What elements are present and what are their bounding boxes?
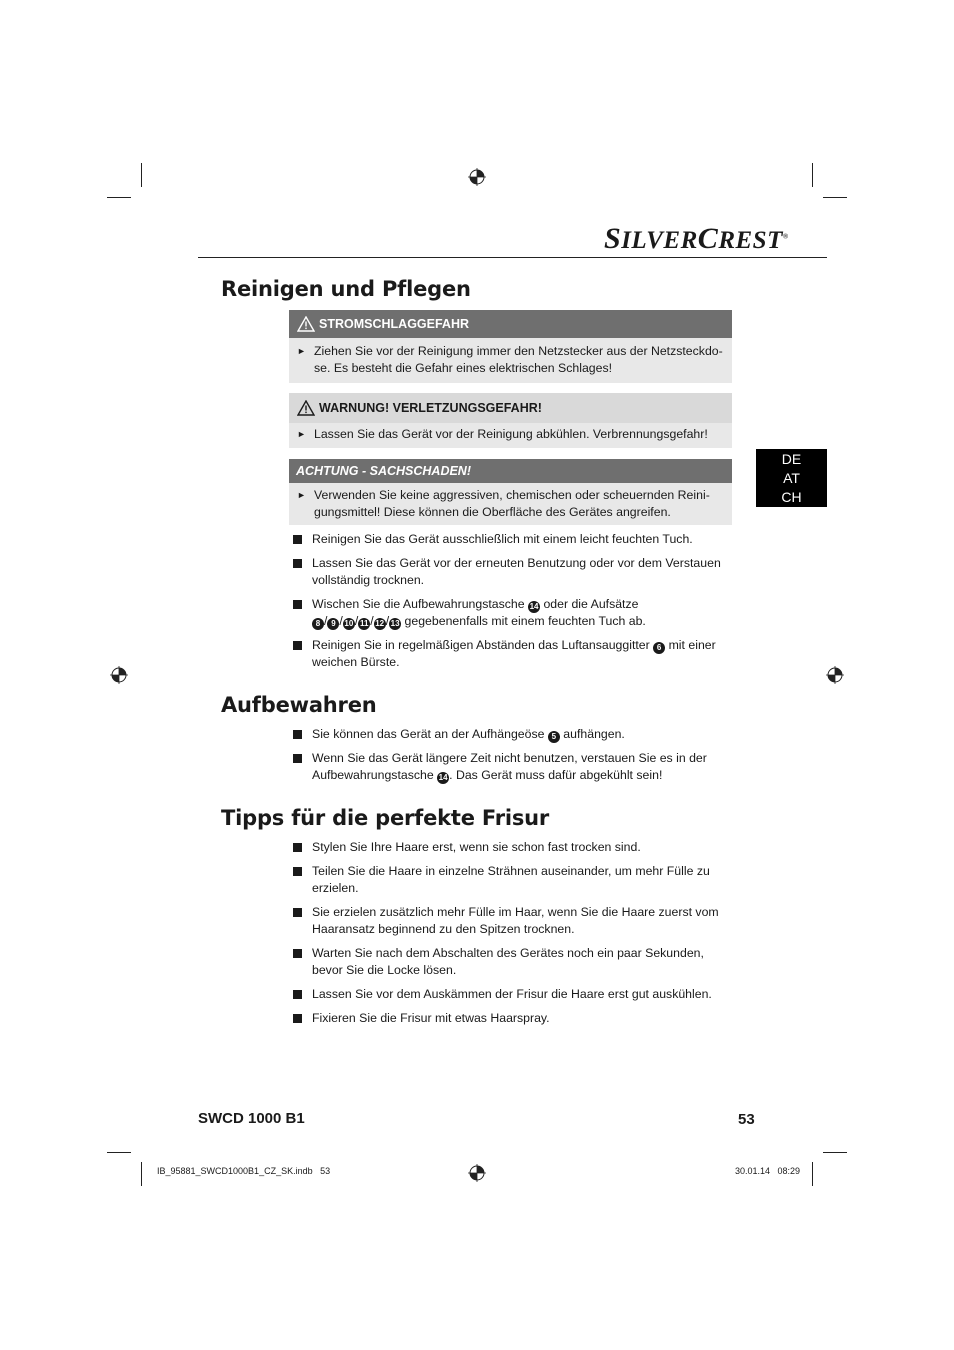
print-slug-date: 30.01.14 08:29 [735, 1166, 801, 1176]
registration-mark-icon [826, 666, 844, 684]
list-item-text: Lassen Sie vor dem Auskämmen der Frisur die Haare erst gut auskühlen. [312, 987, 712, 1001]
separator: / [370, 614, 374, 628]
crop-mark [141, 163, 142, 187]
list-item-text: gegebenenfalls mit einem feuchten Tuch ab. [404, 614, 646, 628]
part-number-badge: 9 [327, 618, 339, 630]
part-number-badge: 5 [548, 731, 560, 743]
list-item-text: bevor Sie die Locke lösen. [312, 963, 457, 977]
part-number-badge: 6 [653, 642, 665, 654]
list-item-text: Stylen Sie Ihre Haare erst, wenn sie schon fast trocken sind. [312, 840, 641, 854]
list-item [292, 1010, 732, 1027]
warning-triangle-icon [297, 400, 315, 416]
arrow-icon: ► [297, 346, 306, 356]
warning-text: Lassen Sie das Gerät vor der Reinigung abkühlen. Verbrennungsgefahr! [314, 427, 708, 441]
bullet-square-icon [293, 600, 302, 609]
list-item [292, 726, 732, 743]
registration-mark-icon [110, 666, 128, 684]
footer-model-number: SWCD 1000 B1 [198, 1110, 305, 1127]
tips-list [292, 839, 732, 1034]
list-item-text: Warten Sie nach dem Abschalten des Gerätes noch ein paar Sekunden, [312, 946, 704, 960]
bullet-square-icon [293, 990, 302, 999]
bullet-square-icon [293, 641, 302, 650]
page-number: 53 [738, 1111, 755, 1128]
warning-title: WARNUNG! VERLETZUNGSGEFAHR! [319, 401, 542, 415]
list-item [292, 750, 732, 784]
list-item-text: Wenn Sie das Gerät längere Zeit nicht benutzen, verstauen Sie es in der [312, 751, 707, 765]
bullet-square-icon [293, 843, 302, 852]
crop-mark [823, 197, 847, 198]
brand-logo: SILVERCREST® [604, 222, 789, 255]
warning-text: Ziehen Sie vor der Reinigung immer den Netzstecker aus der Netzsteckdo- [314, 344, 723, 358]
list-item-text: aufhängen. [563, 727, 625, 741]
list-item [292, 863, 732, 897]
bullet-square-icon [293, 1014, 302, 1023]
list-item [292, 596, 732, 630]
bullet-square-icon [293, 908, 302, 917]
list-item-text: Fixieren Sie die Frisur mit etwas Haarspray. [312, 1011, 550, 1025]
crop-mark [107, 1152, 131, 1153]
heading-tips: Tipps für die perfekte Frisur [221, 806, 550, 830]
crop-mark [107, 197, 131, 198]
arrow-icon: ► [297, 429, 306, 439]
caution-body [289, 483, 732, 525]
bullet-square-icon [293, 535, 302, 544]
warning-box-electric-shock [289, 310, 732, 383]
part-number-badge: 10 [344, 619, 354, 628]
crop-mark [141, 1162, 142, 1186]
header-rule [198, 257, 827, 258]
heading-cleaning: Reinigen und Pflegen [221, 277, 471, 301]
caution-text: Verwenden Sie keine aggressiven, chemischen oder scheuernden Reini- [314, 488, 710, 502]
list-item-text: Reinigen Sie in regelmäßigen Abständen das Luftansauggitter [312, 638, 650, 652]
bullet-square-icon [293, 559, 302, 568]
registration-mark-icon [468, 168, 486, 186]
list-item-text: Reinigen Sie das Gerät ausschließlich mit einem leicht feuchten Tuch. [312, 532, 693, 546]
cleaning-list [292, 531, 732, 678]
list-item-text: Sie erzielen zusätzlich mehr Fülle im Haar, wenn Sie die Haare zuerst vom [312, 905, 719, 919]
list-item [292, 904, 732, 938]
lang-de: DE [781, 451, 802, 467]
crop-mark [812, 1162, 813, 1186]
part-number-badge: 14 [529, 602, 539, 611]
lang-ch: CH [781, 489, 802, 505]
crop-mark [823, 1152, 847, 1153]
crop-mark [812, 163, 813, 187]
list-item-text: Teilen Sie die Haare in einzelne Strähnen auseinander, um mehr Fülle zu [312, 864, 710, 878]
warning-body [289, 423, 732, 448]
arrow-icon: ► [297, 490, 306, 500]
warning-body [289, 338, 732, 383]
part-number-badge: 8 [312, 618, 324, 630]
bullet-square-icon [293, 754, 302, 763]
warning-box-header [289, 393, 732, 423]
registration-mark-icon [468, 1164, 486, 1182]
lang-at: AT [783, 470, 800, 486]
storage-list [292, 726, 732, 791]
caution-text: gungsmittel! Diese können die Oberfläche des Gerätes angreifen. [314, 505, 671, 519]
part-number-badge: 12 [375, 619, 385, 628]
heading-storage: Aufbewahren [221, 693, 377, 717]
list-item-text: Haaransatz beginnend zu den Spitzen trocknen. [312, 922, 575, 936]
part-number-badge: 14 [438, 773, 448, 782]
list-item-text: oder die Aufsätze [543, 597, 639, 611]
list-item-text: mit einer [668, 638, 716, 652]
list-item-text: Lassen Sie das Gerät vor der erneuten Benutzung oder vor dem Verstauen [312, 556, 721, 570]
list-item-text: erzielen. [312, 881, 359, 895]
separator: / [324, 614, 328, 628]
list-item-text: vollständig trocknen. [312, 573, 425, 587]
language-tab [756, 449, 827, 507]
warning-box-header [289, 310, 732, 338]
list-item [292, 637, 732, 671]
separator: / [385, 614, 390, 628]
separator: / [354, 614, 359, 628]
list-item [292, 986, 732, 1003]
print-slug-file: IB_95881_SWCD1000B1_CZ_SK.indb 53 [157, 1166, 331, 1176]
list-item-text: Wischen Sie die Aufbewahrungstasche [312, 597, 525, 611]
part-number-badge: 13 [390, 619, 400, 628]
separator: / [339, 614, 343, 628]
bullet-square-icon [293, 949, 302, 958]
list-item [292, 531, 732, 548]
list-item [292, 945, 732, 979]
list-item-text: . Das Gerät muss dafür abgekühlt sein! [449, 768, 663, 782]
list-item-text: Sie können das Gerät an der Aufhängeöse [312, 727, 545, 741]
list-item [292, 555, 732, 589]
warning-box-injury [289, 393, 732, 448]
list-item-text: weichen Bürste. [312, 655, 400, 669]
caution-box-property-damage [289, 459, 732, 525]
warning-triangle-icon [297, 316, 315, 332]
list-item [292, 839, 732, 856]
bullet-square-icon [293, 867, 302, 876]
bullet-square-icon [293, 730, 302, 739]
warning-title: STROMSCHLAGGEFAHR [319, 317, 469, 331]
part-number-badge: 11 [360, 619, 369, 628]
warning-text: se. Es besteht die Gefahr eines elektrischen Schlages! [314, 361, 613, 375]
caution-box-header [289, 459, 732, 483]
list-item-text: Aufbewahrungstasche [312, 768, 434, 782]
caution-title: ACHTUNG - SACHSCHADEN! [296, 464, 471, 478]
